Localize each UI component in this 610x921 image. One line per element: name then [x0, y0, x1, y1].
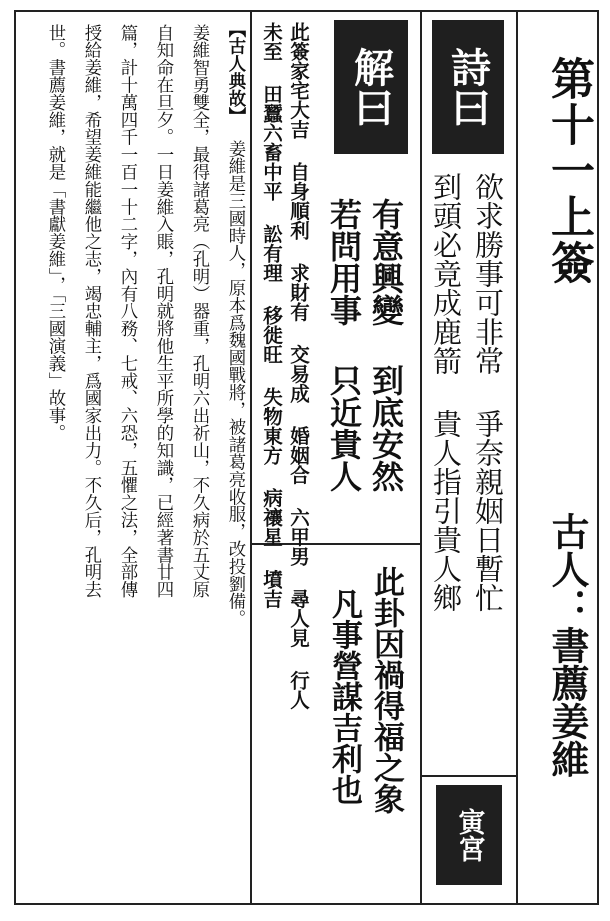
divider-fortune	[250, 10, 252, 905]
ancient-person: 古人：書薦姜維	[545, 512, 589, 778]
story-heading: 【古人典故】	[225, 20, 245, 125]
interpretation-line-1: 有意興變 到底安然	[367, 198, 405, 492]
note-line-2: 凡事營謀吉利也	[326, 588, 362, 805]
story-line-1: 姜維是三國時人，原本爲魏國戰將，被諸葛亮收服，改投劉備。	[225, 140, 245, 628]
story-line-4: 篇，計十萬四千一百一十二字，內有八務、七戒、六恐，五懼之法，全部傳	[117, 24, 137, 599]
poem-label: 詩曰	[432, 20, 504, 154]
interpretation-line-2: 若問用事 只近貴人	[325, 198, 363, 492]
divider-title	[516, 10, 518, 905]
story-line-5: 授給姜維，希望姜維能繼他之志，竭忠輔主，爲國家出力。不久后，孔明去	[81, 24, 101, 599]
poem-line-2: 到頭必竟成鹿箭 貴人指引貴人鄉	[429, 172, 463, 612]
poem-line-1: 欲求勝事可非常 爭奈親姻日暫忙	[471, 172, 505, 612]
slip-title: 第十一上簽	[543, 56, 594, 286]
divider-palace	[422, 775, 516, 777]
story-line-2: 姜維智勇雙全，最得諸葛亮（孔明）器重，孔明六出祈山，不久病於五丈原	[189, 24, 209, 599]
interpretation-label: 解曰	[334, 20, 408, 154]
story-line-6: 世。書薦姜維，就是「書獻姜維」，「三國演義」故事。	[45, 24, 65, 442]
fortune-line-1: 此簽家宅大吉 自身順利 求財有 交易成 婚姻合 六甲男 尋人見 行人	[287, 22, 310, 710]
fortune-line-2: 未至 田蠶六畜中平 訟有理 移徙旺 失物東方 病禳星 墳吉	[260, 22, 283, 609]
palace-label: 寅宮	[436, 785, 502, 885]
divider-poem	[420, 10, 422, 905]
note-line-1: 此卦因禍得福之象	[368, 566, 404, 814]
story-line-3: 自知命在旦夕。一日姜維入賬，孔明就將他生平所學的知識，已經著書廿四	[153, 24, 173, 599]
